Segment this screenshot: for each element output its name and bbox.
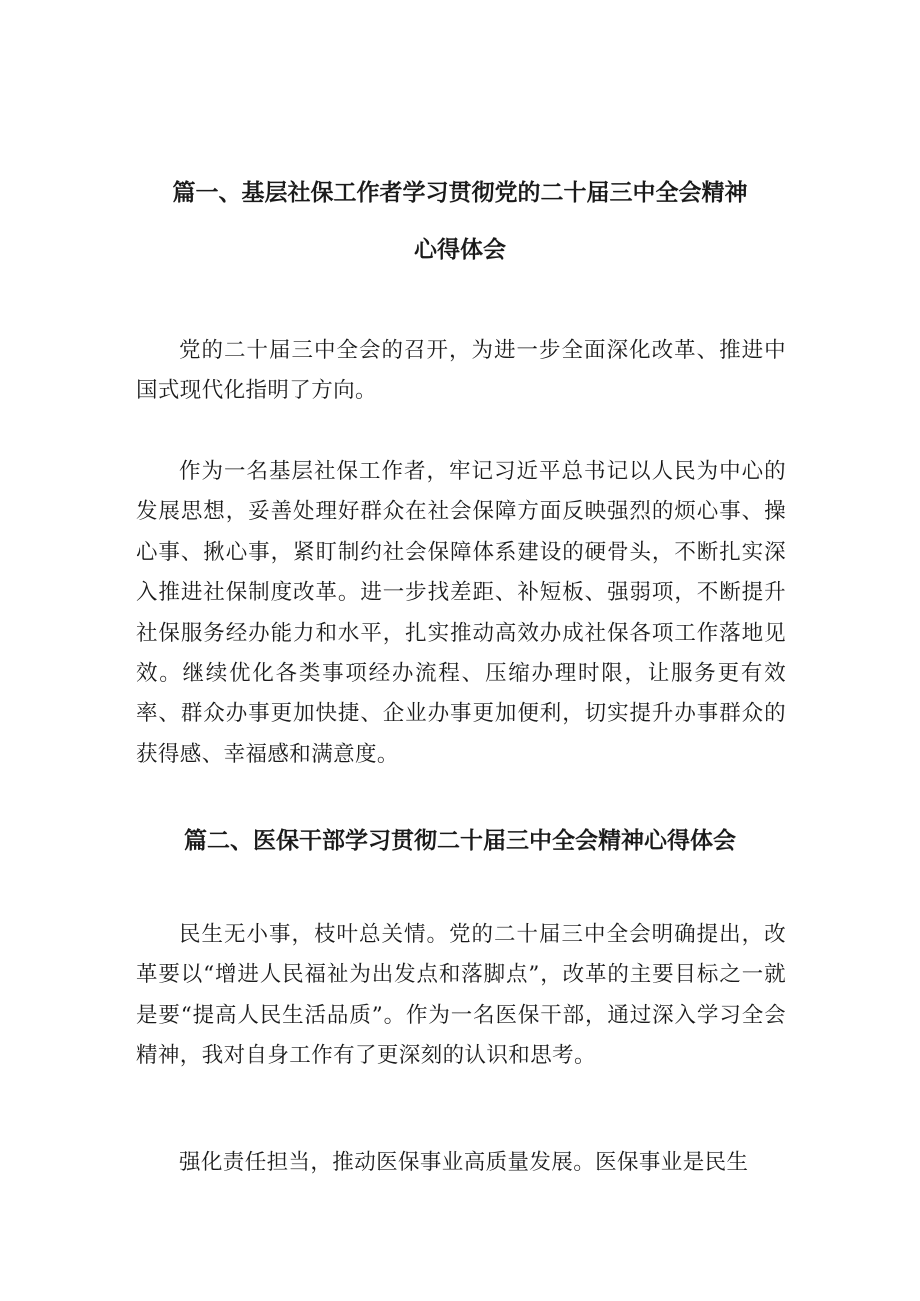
section1-title-line2: 心得体会 bbox=[414, 237, 506, 263]
section2-title: 篇二、医保干部学习贯彻二十届三中全会精神心得体会 bbox=[184, 828, 736, 854]
section2-paragraph-1: 民生无小事，枝叶总关情。党的二十届三中全会明确提出，改革要以“增进人民福祉为出发点和落脚点”，改革的主要目标之一就是要“提高人民生活品质”。作为一名医保干部，通过深入学习全会精神，我对自身工作有了更深刻的认识和思考。 bbox=[136, 922, 786, 1069]
section1-paragraph-1: 党的二十届三中全会的召开，为进一步全面深化改革、推进中国式现代化指明了方向。 bbox=[136, 338, 786, 404]
section2-paragraph-2: 强化责任担当，推动医保事业高质量发展。医保事业是民生 bbox=[179, 1150, 749, 1175]
section1-paragraph-2: 作为一名基层社保工作者，牢记习近平总书记以人民为中心的发展思想，妥善处理好群众在社会保障方面反映强烈的烦心事、操心事、揪心事，紧盯制约社会保障体系建设的硬骨头，不断扎实深入推进社保制度改革。进一步找差距、补短板、强弱项，不断提升社保服务经办能力和水平，扎实推动高效办成社保各项工作落地见效。继续优化各类事项经办流程、压缩办理时限，让服务更有效率、群众办事更加快捷、企业办事更加便利，切实提升办事群众的获得感、幸福感和满意度。 bbox=[136, 459, 786, 767]
section1-title-line1: 篇一、基层社保工作者学习贯彻党的二十届三中全会精神 bbox=[172, 180, 748, 206]
